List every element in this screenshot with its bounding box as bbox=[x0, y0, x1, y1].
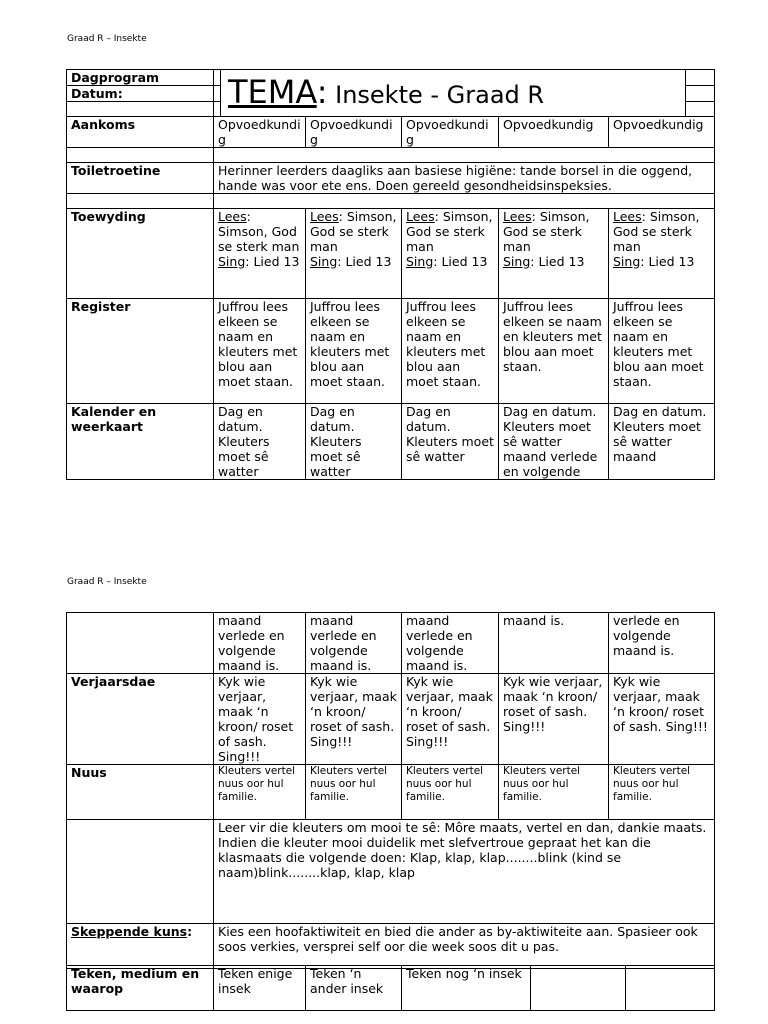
lees-text: : Simson, God se sterk man bbox=[406, 209, 493, 254]
teken-cell: Teken ‘n ander insek bbox=[306, 966, 402, 1011]
kalender-cell: Dag en datum. Kleuters moet sê watter bbox=[306, 404, 402, 480]
kalender-cell: Dag en datum. Kleuters moet sê watter maand verlede en volgende bbox=[499, 404, 609, 480]
maats-line-1: Leer vir die kleuters om mooi te sê: Môre maats, vertel en dan, dankie maats. bbox=[218, 820, 707, 835]
daily-program-table-page1 bbox=[66, 69, 715, 480]
teken-cell bbox=[531, 966, 626, 1011]
sing-text: : Lied 13 bbox=[640, 254, 695, 269]
verjaarsdae-cell: Kyk wie verjaar, maak ‘n kroon/ roset of sash. Sing!!! bbox=[306, 674, 402, 765]
maats-line-2: Indien die kleuter mooi duidelik met slefvertroue gepraat het kan die klasmaats die volgende doen: Klap, klap, klap........blink (kind se naam)blink........klap, klap, klap bbox=[218, 835, 651, 880]
continuation-cell: maand verlede en volgende maand is. bbox=[402, 613, 499, 674]
verjaarsdae-cell: Kyk wie verjaar, maak ‘n kroon/ roset of sash. Sing!!! bbox=[214, 674, 306, 765]
register-cell: Juffrou lees elkeen se naam en kleuters met blou aan moet staan. bbox=[214, 299, 306, 404]
toiletroetine-label: Toiletroetine bbox=[67, 163, 214, 194]
kalender-cell: Dag en datum. Kleuters moet sê watter maand bbox=[609, 404, 715, 480]
sing-label: Sing bbox=[218, 254, 246, 269]
page-header: Graad R – Insekte bbox=[67, 577, 147, 587]
sing-label: Sing bbox=[310, 254, 338, 269]
lees-text: : Simson, God se sterk man bbox=[218, 209, 300, 254]
continuation-cell: maand verlede en volgende maand is. bbox=[214, 613, 306, 674]
continuation-cell: maand verlede en volgende maand is. bbox=[306, 613, 402, 674]
lees-label: Lees bbox=[613, 209, 642, 224]
dagprogram-label: Dagprogram bbox=[67, 70, 214, 86]
skeppende-kuns-text: Kies een hoofaktiwiteit en bied die ander as by-aktiwiteite aan. Spasieer ook soos verkies, versprei self oor die week soos dit u pas. bbox=[214, 924, 715, 969]
register-cell: Juffrou lees elkeen se naam en kleuters met blou aan moet staan. bbox=[609, 299, 715, 404]
sing-label: Sing bbox=[406, 254, 434, 269]
skeppende-kuns-colon: : bbox=[187, 924, 193, 939]
tema-title-box bbox=[220, 69, 686, 117]
verjaarsdae-cell: Kyk wie verjaar, maak ‘n kroon/ roset of sash. Sing!!! bbox=[499, 674, 609, 765]
kalender-cell: Dag en datum. Kleuters moet sê watter bbox=[214, 404, 306, 480]
aankoms-label: Aankoms bbox=[67, 117, 214, 148]
tema-title: Insekte - Graad R bbox=[327, 81, 545, 109]
nuus-cell: Kleuters vertel nuus oor hul familie. bbox=[214, 765, 306, 820]
register-cell: Juffrou lees elkeen se naam en kleuters met blou aan moet staan. bbox=[402, 299, 499, 404]
lees-label: Lees bbox=[406, 209, 435, 224]
sing-label: Sing bbox=[613, 254, 641, 269]
toewyding-cell bbox=[609, 209, 715, 299]
skeppende-kuns-label bbox=[67, 924, 214, 969]
nuus-label: Nuus bbox=[67, 765, 214, 820]
sing-text: : Lied 13 bbox=[530, 254, 585, 269]
skeppende-kuns-title: Skeppende kuns bbox=[71, 924, 188, 939]
kalender-cell: Dag en datum. Kleuters moet sê watter bbox=[402, 404, 499, 480]
toewyding-cell bbox=[402, 209, 499, 299]
toewyding-cell bbox=[306, 209, 402, 299]
maats-cell bbox=[214, 820, 715, 924]
kalender-label: Kalender en weerkaart bbox=[67, 404, 214, 480]
verjaarsdae-cell: Kyk wie verjaar, maak ‘n kroon/ roset of sash. Sing!!! bbox=[609, 674, 715, 765]
teken-cell: Teken nog ‘n insek bbox=[402, 966, 531, 1011]
sing-text: : Lied 13 bbox=[245, 254, 300, 269]
aankoms-cell: Opvoedkundig bbox=[214, 117, 306, 148]
toewyding-cell bbox=[499, 209, 609, 299]
toewyding-cell bbox=[214, 209, 306, 299]
sing-label: Sing bbox=[503, 254, 531, 269]
register-cell: Juffrou lees elkeen se naam en kleuters met blou aan moet staan. bbox=[306, 299, 402, 404]
tema-colon: : bbox=[316, 73, 328, 111]
sing-text: : Lied 13 bbox=[433, 254, 488, 269]
verjaarsdae-label: Verjaarsdae bbox=[67, 674, 214, 765]
aankoms-cell: Opvoedkundig bbox=[499, 117, 609, 148]
page-header: Graad R – Insekte bbox=[67, 34, 147, 44]
continuation-cell: verlede en volgende maand is. bbox=[609, 613, 715, 674]
nuus-cell: Kleuters vertel nuus oor hul familie. bbox=[609, 765, 715, 820]
nuus-cell: Kleuters vertel nuus oor hul familie. bbox=[499, 765, 609, 820]
lees-text: : Simson, God se sterk man bbox=[503, 209, 590, 254]
register-cell: Juffrou lees elkeen se naam en kleuters met blou aan moet staan. bbox=[499, 299, 609, 404]
teken-cell bbox=[626, 966, 715, 1011]
datum-label: Datum: bbox=[67, 86, 214, 102]
teken-cell: Teken enige insek bbox=[214, 966, 306, 1011]
lees-text: : Simson, God se sterk man bbox=[613, 209, 700, 254]
nuus-cell: Kleuters vertel nuus oor hul familie. bbox=[402, 765, 499, 820]
toiletroetine-text: Herinner leerders daagliks aan basiese higiëne: tande borsel in die oggend, hande was voor ete ens. Doen gereeld gesondheidsinspeksies. bbox=[214, 163, 715, 194]
verjaarsdae-cell: Kyk wie verjaar, maak ‘n kroon/ roset of sash. Sing!!! bbox=[402, 674, 499, 765]
lees-label: Lees bbox=[218, 209, 247, 224]
sing-text: : Lied 13 bbox=[337, 254, 392, 269]
aankoms-cell: Opvoedkundig bbox=[609, 117, 715, 148]
tema-word: TEMA bbox=[228, 73, 317, 111]
lees-label: Lees bbox=[503, 209, 532, 224]
teken-label: Teken, medium en waarop bbox=[67, 966, 214, 1011]
daily-program-table-page2 bbox=[66, 612, 715, 969]
register-label: Register bbox=[67, 299, 214, 404]
toewyding-label: Toewyding bbox=[67, 209, 214, 299]
teken-table bbox=[66, 965, 715, 1011]
lees-text: : Simson, God se sterk man bbox=[310, 209, 397, 254]
nuus-cell: Kleuters vertel nuus oor hul familie. bbox=[306, 765, 402, 820]
aankoms-cell: Opvoedkundig bbox=[306, 117, 402, 148]
aankoms-cell: Opvoedkundig bbox=[402, 117, 499, 148]
lees-label: Lees bbox=[310, 209, 339, 224]
continuation-cell: maand is. bbox=[499, 613, 609, 674]
